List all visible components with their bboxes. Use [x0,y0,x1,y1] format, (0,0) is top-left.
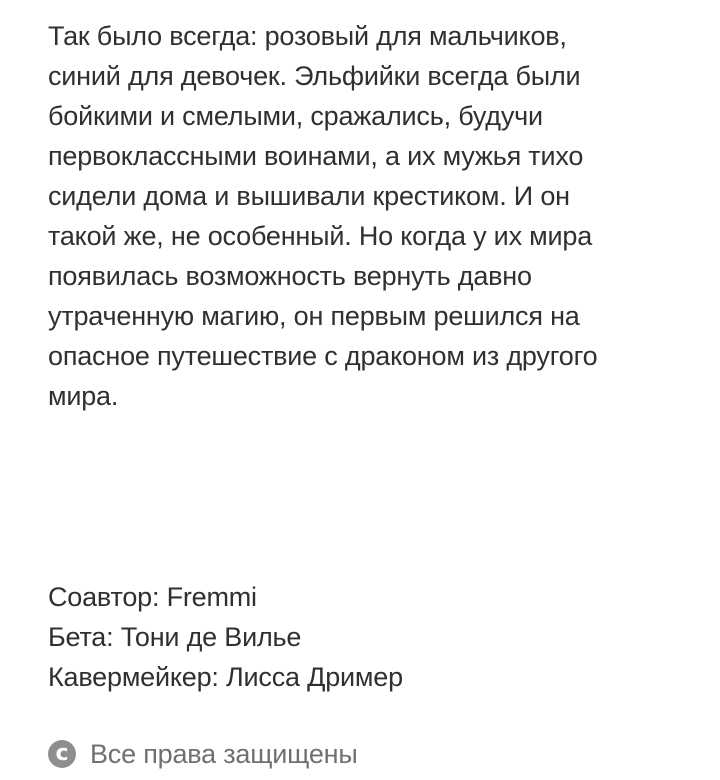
cover-maker-credit: Кавермейкер: Лисса Дример [48,662,403,692]
description-line: синий для девочек. Эльфийки всегда были [48,61,581,91]
copyright-label: Все права защищены [90,738,358,769]
description-line: сидели дома и вышивали крестиком. И он [48,181,570,211]
description-line: мира. [48,381,119,411]
beta-credit: Бета: Тони де Вилье [48,622,302,652]
description-line: Так было всегда: розовый для мальчиков, [48,21,567,51]
copyright-notice [48,734,358,774]
description-line: такой же, не особенный. Но когда у их мира [48,221,593,251]
copyright-icon: c [48,740,76,768]
description [48,16,688,416]
credits [48,577,403,697]
description-line: утраченную магию, он первым решился на [48,301,580,331]
description-line: первоклассными воинами, а их мужья тихо [48,141,584,171]
coauthor-credit: Соавтор: Fremmi [48,582,257,612]
description-line: появилась возможность вернуть давно [48,261,532,291]
description-line: опасное путешествие с драконом из другого [48,341,598,371]
description-line: бойкими и смелыми, сражались, будучи [48,101,543,131]
